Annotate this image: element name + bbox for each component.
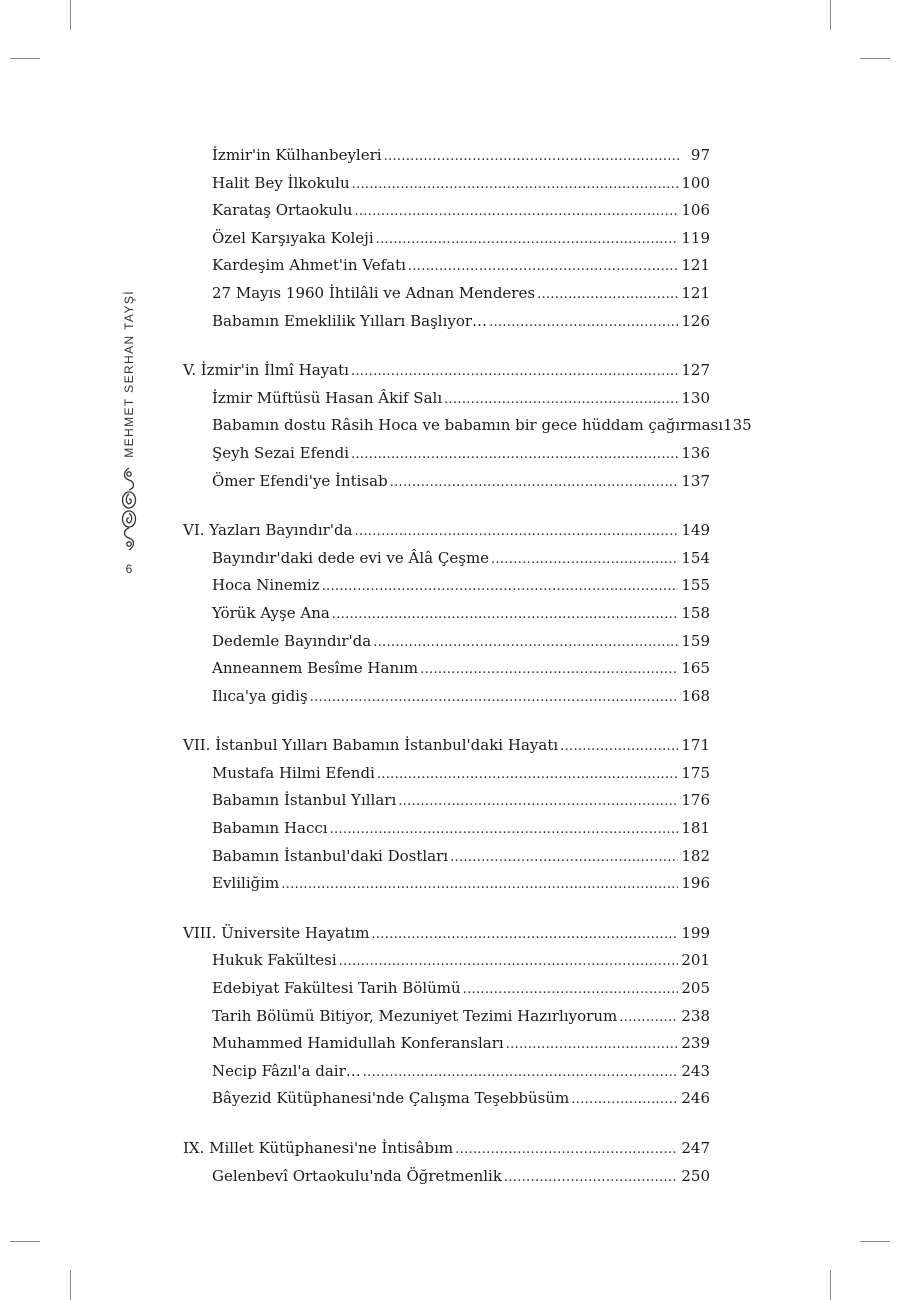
toc-entry [183,632,710,660]
toc-page-number: 168 [681,686,710,705]
toc-page-number: 175 [681,763,710,782]
dot-leader [373,632,678,650]
dot-leader [537,284,678,302]
toc-section [183,521,710,714]
toc-entry [183,444,710,472]
toc-title: VIII. Üniversite Hayatım [183,923,370,942]
dot-leader [354,201,678,219]
dot-leader [371,924,678,942]
toc-entry [183,1007,710,1035]
toc-title: Ömer Efendi'ye İntisab [212,471,388,490]
side-margin [118,290,140,576]
dot-leader [330,819,679,837]
dot-leader [504,1167,678,1185]
crop-mark [860,58,890,59]
toc-entry [183,951,710,979]
toc-section [183,1139,710,1194]
toc-page-number: 158 [681,603,710,622]
toc-entry [183,389,710,417]
page-number: 6 [125,561,133,576]
dot-leader [444,389,678,407]
toc-entry [183,979,710,1007]
crop-mark [10,1241,40,1242]
toc-page-number: 165 [681,659,710,678]
toc-entry [183,764,710,792]
toc-page-number: 199 [681,923,710,942]
toc-entry [183,687,710,715]
toc-title: Gelenbevî Ortaokulu'nda Öğretmenlik [212,1166,502,1185]
toc-entry [183,256,710,284]
toc-page-number: 238 [681,1006,710,1025]
toc-page-number: 243 [681,1061,710,1080]
toc-title: Şeyh Sezai Efendi [212,443,350,462]
toc-title: Bayındır'daki dede evi ve Âlâ Çeşme [212,548,490,567]
toc-page-number: 159 [681,631,710,650]
dot-leader [377,764,679,782]
toc-page-number: 246 [681,1089,710,1108]
crop-mark [10,58,40,59]
dot-leader [619,1007,678,1025]
toc-entry [183,472,710,500]
toc-page-number: 126 [681,311,710,330]
dot-leader [384,146,679,164]
toc-section [183,146,710,339]
toc-page-number: 97 [690,146,710,164]
toc-section [183,361,752,499]
toc-title: Ilıca'ya gidiş [212,686,308,705]
toc-page-number: 100 [681,173,710,192]
dot-leader [506,1034,679,1052]
toc-title: Babamın dostu Râsih Hoca ve babamın bir gece hüddam çağırması [212,416,724,435]
toc-entry [183,659,710,687]
dot-leader [376,229,679,247]
toc-title: İzmir'in Külhanbeyleri [212,146,382,164]
dot-leader [351,361,678,379]
toc-entry [183,1062,710,1090]
toc-title: Bâyezid Kütüphanesi'nde Çalışma Teşebbüsüm [212,1089,570,1108]
dot-leader [322,576,679,594]
table-of-contents [183,146,752,1216]
toc-title: Hukuk Fakültesi [212,951,337,970]
toc-title: Anneannem Besîme Hanım [212,659,419,678]
toc-title: Babamın Haccı [212,819,328,838]
toc-title: Karataş Ortaokulu [212,201,353,220]
dot-leader [332,604,679,622]
toc-page-number: 137 [681,471,710,490]
toc-chapter-heading [183,521,710,549]
dot-leader [571,1089,678,1107]
toc-page-number: 176 [681,791,710,810]
toc-page-number: 149 [681,521,710,540]
toc-entry [183,874,710,902]
toc-title: Tarih Bölümü Bitiyor, Mezuniyet Tezimi Hazırlıyorum [212,1006,618,1025]
dot-leader [352,174,679,192]
dot-leader [463,979,679,997]
toc-entry [183,201,710,229]
toc-page-number: 196 [681,874,710,893]
toc-page-number: 136 [681,443,710,462]
toc-entry [183,1034,710,1062]
toc-entry [183,284,710,312]
dot-leader [390,472,679,490]
dot-leader [351,444,678,462]
scroll-ornament-icon [120,466,138,556]
toc-entry [183,549,710,577]
toc-entry [183,791,710,819]
toc-page-number: 182 [681,846,710,865]
dot-leader [491,549,678,567]
toc-entry [183,819,710,847]
dot-leader [398,791,678,809]
toc-entry [183,312,710,340]
toc-page-number: 239 [681,1034,710,1053]
toc-page-number: 121 [681,256,710,275]
toc-title: Mustafa Hilmi Efendi [212,763,375,782]
toc-page-number: 135 [723,416,752,435]
crop-mark [860,1241,890,1242]
toc-page-number: 171 [681,736,710,755]
toc-page-number: 155 [681,576,710,595]
toc-chapter-heading [183,1139,710,1167]
toc-chapter-heading [183,924,710,952]
toc-page-number: 201 [681,951,710,970]
toc-title: Evliliğim [212,874,280,893]
toc-entry [183,146,710,174]
toc-page-number: 154 [681,548,710,567]
toc-title: Babamın İstanbul'daki Dostları [212,846,449,865]
dot-leader [489,312,678,330]
dot-leader [450,847,678,865]
crop-mark [70,1270,71,1300]
dot-leader [355,521,679,539]
dot-leader [310,687,679,705]
dot-leader [455,1139,678,1157]
toc-title: Babamın İstanbul Yılları [212,791,397,810]
toc-entry [183,229,710,257]
toc-page-number: 205 [681,979,710,998]
toc-section [183,924,710,1117]
crop-mark [830,0,831,30]
toc-title: 27 Mayıs 1960 İhtilâli ve Adnan Menderes [212,283,536,302]
dot-leader [408,256,678,274]
toc-page-number: 119 [681,228,710,247]
toc-entry [183,604,710,632]
toc-title: Yörük Ayşe Ana [212,603,330,622]
crop-mark [70,0,71,30]
toc-title: Kardeşim Ahmet'in Vefatı [212,256,406,275]
toc-entry [183,576,710,604]
dot-leader [363,1062,679,1080]
toc-page-number: 250 [681,1166,710,1185]
crop-mark [830,1270,831,1300]
toc-chapter-heading [183,736,710,764]
toc-title: Dedemle Bayındır'da [212,631,372,650]
dot-leader [420,659,678,677]
toc-section [183,736,710,902]
toc-title: İzmir Müftüsü Hasan Âkif Salı [212,388,443,407]
toc-chapter-heading [183,361,710,389]
toc-title: Muhammed Hamidullah Konferansları [212,1034,504,1053]
toc-entry [183,416,752,444]
toc-page-number: 130 [681,388,710,407]
toc-entry [183,847,710,875]
toc-title: Necip Fâzıl'a dair… [212,1061,361,1080]
toc-entry [183,174,710,202]
toc-page-number: 247 [681,1139,710,1157]
toc-title: Babamın Emeklilik Yılları Başlıyor… [212,311,488,330]
dot-leader [560,736,678,754]
toc-page-number: 181 [681,819,710,838]
toc-title: Özel Karşıyaka Koleji [212,228,374,247]
toc-title: IX. Millet Kütüphanesi'ne İntisâbım [183,1139,454,1157]
toc-page-number: 127 [681,361,710,380]
toc-title: VII. İstanbul Yılları Babamın İstanbul'daki Hayatı [183,736,559,755]
dot-leader [281,874,678,892]
toc-entry [183,1167,710,1195]
dot-leader [339,951,679,969]
toc-entry [183,1089,710,1117]
toc-page-number: 121 [681,283,710,302]
toc-title: V. İzmir'in İlmî Hayatı [183,361,349,380]
toc-page-number: 106 [681,201,710,220]
toc-title: Hoca Ninemiz [212,576,320,595]
toc-title: VI. Yazları Bayındır'da [183,521,353,540]
toc-title: Halit Bey İlkokulu [212,173,350,192]
toc-title: Edebiyat Fakültesi Tarih Bölümü [212,979,461,998]
running-author: MEHMET SERHAN TAYŞİ [122,290,136,458]
